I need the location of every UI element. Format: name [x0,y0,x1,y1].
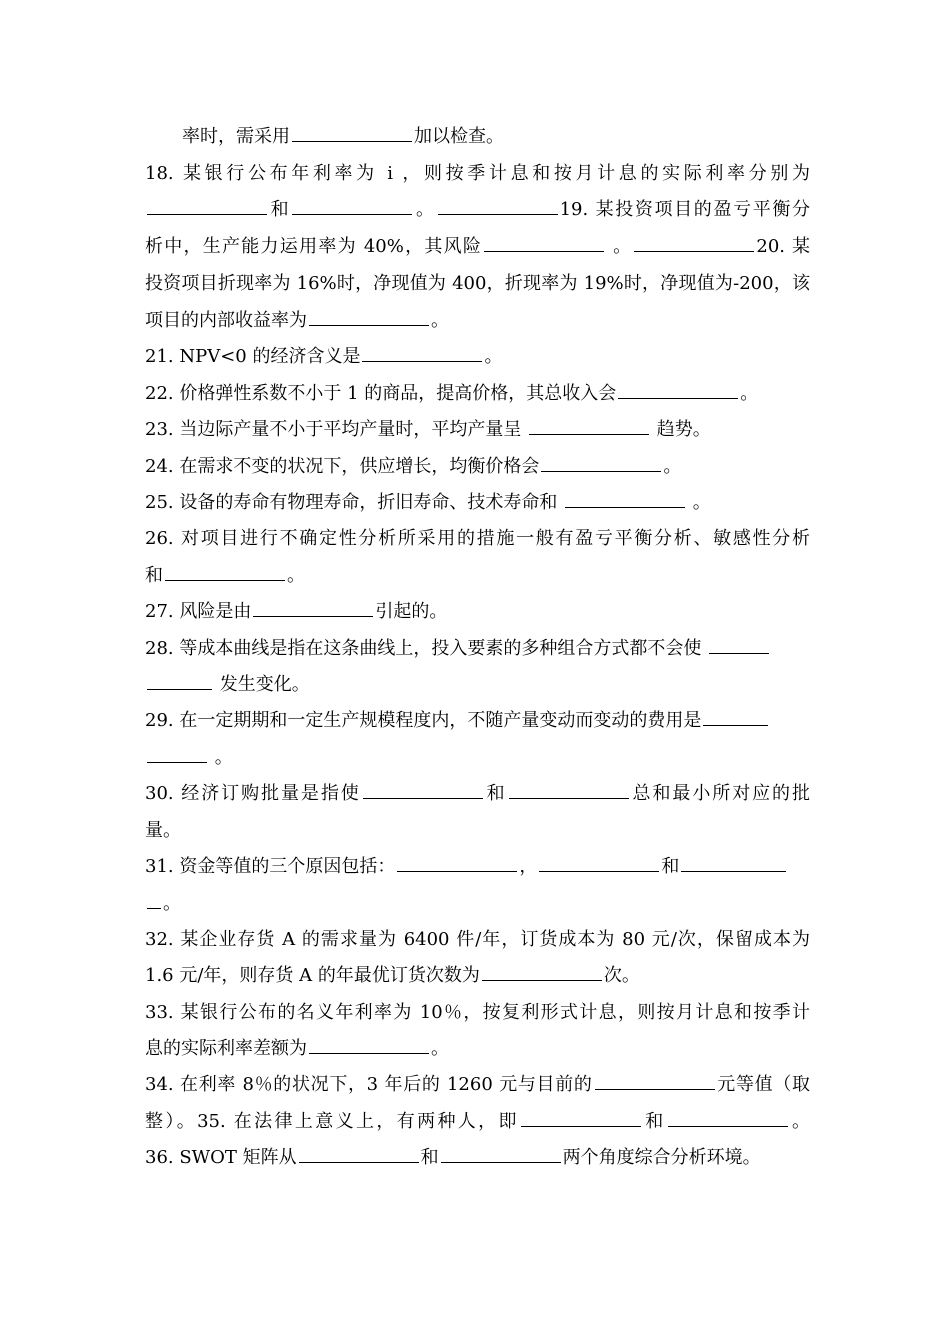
answer-blank[interactable] [147,887,161,909]
answer-blank[interactable] [441,1141,561,1163]
text-line: 整）。35. 在法律上意义上，有两种人，即 和 。 [145,1104,810,1140]
answer-blank[interactable] [292,120,412,142]
question-29: 29. 在一定期期和一定生产规模程度内，不随产量变动而变动的费用是 [145,703,810,739]
question-27: 27. 风险是由 引起的。 [145,594,810,630]
question-30: 30. 经济订购批量是指使 和 总和最小所对应的批 [145,776,810,812]
answer-blank[interactable] [253,595,373,617]
answer-blank[interactable] [565,486,685,508]
question-26: 26. 对项目进行不确定性分析所采用的措施一般有盈亏平衡分析、敏感性分析 [145,528,810,549]
answer-blank[interactable] [529,413,649,435]
text-line: 。 [145,740,810,776]
answer-blank[interactable] [363,777,483,799]
question-28: 28. 等成本曲线是指在这条曲线上，投入要素的多种组合方式都不会使 [145,631,810,667]
answer-blank[interactable] [618,377,738,399]
text-line: 发生变化。 [145,667,810,703]
answer-blank[interactable] [147,741,207,763]
answer-blank[interactable] [309,304,429,326]
question-22: 22. 价格弹性系数不小于 1 的商品，提高价格，其总收入会 。 [145,376,810,412]
text-line: 项目的内部收益率为 。 [145,303,810,339]
question-36: 36. SWOT 矩阵从 和 两个角度综合分析环境。 [145,1140,810,1176]
answer-blank[interactable] [438,193,558,215]
answer-blank[interactable] [634,230,754,252]
answer-blank[interactable] [509,777,629,799]
question-23: 23. 当边际产量不小于平均产量时，平均产量呈 趋势。 [145,412,810,448]
text-line: 投资项目折现率为 16%时，净现值为 400，折现率为 19%时，净现值为-200，该 [145,273,810,294]
answer-blank[interactable] [681,850,786,872]
answer-blank[interactable] [541,450,661,472]
question-34: 34. 在利率 8％的状况下，3 年后的 1260 元与目前的 元等值（取 [145,1067,810,1103]
answer-blank[interactable] [539,850,659,872]
text-line: 。 [145,886,810,922]
text-line: 率时，需采用 加以检查。 [182,119,810,155]
question-31: 31. 资金等值的三个原因包括： ， 和 [145,849,810,885]
answer-blank[interactable] [482,959,602,981]
answer-blank[interactable] [309,1032,429,1054]
question-32: 32. 某企业存货 A 的需求量为 6400 件/年，订货成本为 80 元/次，保留成本为 [145,929,810,950]
answer-blank[interactable] [147,193,267,215]
text-line: 和 。 [145,558,810,594]
answer-blank[interactable] [299,1141,419,1163]
text-line: 和 。 19. 某投资项目的盈亏平衡分 [145,192,810,228]
answer-blank[interactable] [292,193,412,215]
answer-blank[interactable] [595,1068,715,1090]
answer-blank[interactable] [703,704,768,726]
text-line: 析中，生产能力运用率为 40%，其风险 。 20. 某 [145,229,810,265]
text-line: 息的实际利率差额为 。 [145,1031,810,1067]
text-line: 量。 [145,820,181,841]
answer-blank[interactable] [484,230,604,252]
question-24: 24. 在需求不变的状况下，供应增长，均衡价格会 。 [145,449,810,485]
answer-blank[interactable] [397,850,517,872]
question-25: 25. 设备的寿命有物理寿命，折旧寿命、技术寿命和 。 [145,485,810,521]
question-21: 21. NPV<0 的经济含义是 。 [145,339,810,375]
text-line: 1.6 元/年，则存货 A 的年最优订货次数为 次。 [145,958,810,994]
answer-blank[interactable] [709,632,769,654]
answer-blank[interactable] [362,340,482,362]
answer-blank[interactable] [147,668,212,690]
answer-blank[interactable] [521,1105,641,1127]
question-33: 33. 某银行公布的名义年利率为 10％，按复利形式计息，则按月计息和按季计 [145,1002,810,1023]
answer-blank[interactable] [165,559,285,581]
answer-blank[interactable] [668,1105,788,1127]
question-18: 18. 某银行公布年利率为 i ，则按季计息和按月计息的实际利率分别为 [145,163,810,184]
